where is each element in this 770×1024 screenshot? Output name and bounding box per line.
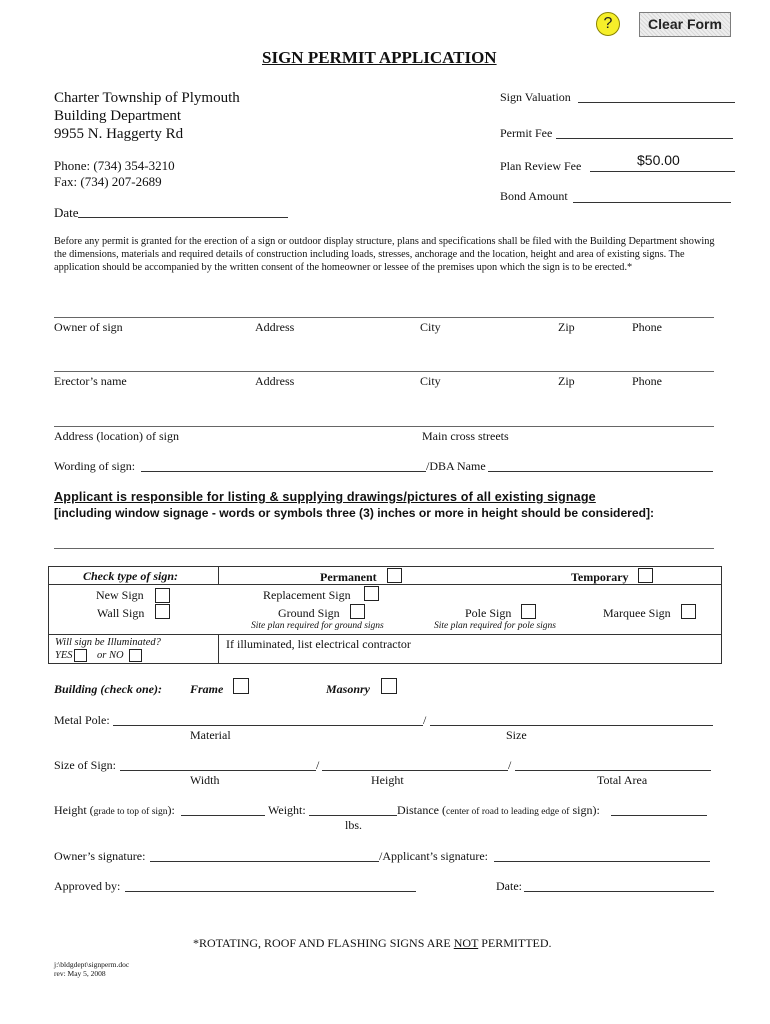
lbs-label: lbs. (345, 818, 363, 832)
wording-label: Wording of sign: (54, 459, 136, 473)
help-button[interactable] (596, 12, 620, 36)
building-label: Building (check one): (54, 682, 162, 696)
metal-pole-slash: / (423, 713, 427, 727)
erector-city-label: City (420, 374, 441, 388)
office-dept: Building Department (54, 108, 182, 124)
instructions-text: Before any permit is granted for the erection of a sign or outdoor display structure, plans and specifications shall be filed with the Building Department showing the dimensions, materials and required details of construction including loads, stresses, anchorage and the location, height and area of existing signs. The application should be accompanied by the written consent of the homeowner or lessee of the premises upon which the sign is to be erected.* (54, 236, 715, 273)
office-fax: Fax: (734) 207-2689 (54, 174, 162, 189)
material-caption: Material (190, 728, 231, 742)
sign-total-area-field[interactable] (515, 770, 711, 771)
approved-by-label: Approved by: (54, 879, 121, 893)
metal-pole-size-field[interactable] (430, 725, 713, 726)
owner-zip-label: Zip (558, 320, 575, 334)
approved-by-field[interactable] (125, 891, 416, 892)
applicant-signature-label: /Applicant’s signature: (379, 849, 488, 863)
erector-entry-line[interactable] (54, 371, 714, 372)
wall-sign-checkbox[interactable] (155, 604, 170, 619)
frame-label: Frame (190, 682, 224, 696)
owner-address-label: Address (255, 320, 295, 334)
erector-label: Erector’s name (54, 374, 127, 388)
distance-field[interactable] (611, 815, 707, 816)
footer-notice: *ROTATING, ROOF AND FLASHING SIGNS ARE NOT PERMITTED. (193, 936, 552, 950)
height-measure-field[interactable] (181, 815, 265, 816)
metal-pole-label: Metal Pole: (54, 713, 110, 727)
temporary-label: Temporary (571, 570, 629, 584)
illuminated-question: Will sign be Illuminated? (55, 637, 161, 648)
temporary-checkbox[interactable] (638, 568, 653, 583)
sign-height-field[interactable] (322, 770, 508, 771)
size-slash-2: / (508, 758, 512, 772)
illum-col-divider (218, 634, 219, 664)
wording-field[interactable] (141, 471, 426, 472)
permanent-checkbox[interactable] (387, 568, 402, 583)
owner-label: Owner of sign (54, 320, 123, 334)
question-mark-icon: ? (603, 15, 613, 32)
footer-file-path: j:\bldgdept\signperm.doc (54, 960, 130, 969)
size-slash-1: / (316, 758, 320, 772)
permit-fee-label: Permit Fee (500, 126, 553, 140)
dba-label: /DBA Name (426, 459, 486, 473)
sign-type-heading: Check type of sign: (83, 569, 178, 583)
distance-label: Distance (center of road to leading edge of sign): (397, 803, 600, 817)
owner-signature-field[interactable] (150, 861, 379, 862)
page-title: SIGN PERMIT APPLICATION (262, 48, 497, 67)
electrical-contractor-label: If illuminated, list electrical contractor (226, 637, 411, 651)
masonry-label: Masonry (326, 682, 371, 696)
existing-signage-line[interactable] (54, 548, 714, 549)
valuation-field[interactable] (578, 102, 735, 103)
office-address: 9955 N. Haggerty Rd (54, 126, 184, 142)
permanent-label: Permanent (320, 570, 377, 584)
office-phone: Phone: (734) 354-3210 (54, 158, 175, 173)
height-caption: Height (371, 773, 404, 787)
sign-type-col-divider (218, 566, 219, 585)
marquee-sign-checkbox[interactable] (681, 604, 696, 619)
illum-divider (48, 634, 722, 635)
permit-fee-field[interactable] (556, 138, 733, 139)
owner-city-label: City (420, 320, 441, 334)
approval-date-field[interactable] (524, 891, 714, 892)
date-field[interactable] (78, 217, 288, 218)
pole-site-plan-note: Site plan required for pole signs (434, 621, 556, 631)
sign-width-field[interactable] (120, 770, 316, 771)
erector-zip-label: Zip (558, 374, 575, 388)
location-entry-line[interactable] (54, 426, 714, 427)
plan-review-label: Plan Review Fee (500, 159, 582, 173)
size-caption: Size (506, 728, 527, 742)
owner-phone-label: Phone (632, 320, 662, 334)
metal-pole-material-field[interactable] (113, 725, 423, 726)
ground-site-plan-note: Site plan required for ground signs (251, 621, 384, 631)
ground-sign-checkbox[interactable] (350, 604, 365, 619)
footer-revision: rev: May 5, 2008 (54, 969, 106, 978)
applicant-signature-field[interactable] (494, 861, 710, 862)
height-measure-label: Height (grade to top of sign): (54, 803, 175, 817)
location-label: Address (location) of sign (54, 429, 179, 443)
masonry-checkbox[interactable] (381, 678, 397, 694)
dba-field[interactable] (488, 471, 713, 472)
office-name: Charter Township of Plymouth (54, 90, 240, 106)
date-label: Date (54, 205, 79, 220)
cross-streets-label: Main cross streets (422, 429, 509, 443)
new-sign-label: New Sign (96, 588, 144, 602)
pole-sign-checkbox[interactable] (521, 604, 536, 619)
wall-sign-label: Wall Sign (97, 606, 145, 620)
frame-checkbox[interactable] (233, 678, 249, 694)
weight-label: Weight: (268, 803, 306, 817)
owner-entry-line[interactable] (54, 317, 714, 318)
erector-phone-label: Phone (632, 374, 662, 388)
replacement-sign-label: Replacement Sign (263, 588, 351, 602)
pole-sign-label: Pole Sign (465, 606, 512, 620)
illuminated-no-checkbox[interactable] (129, 649, 142, 662)
owner-signature-label: Owner’s signature: (54, 849, 146, 863)
new-sign-checkbox[interactable] (155, 588, 170, 603)
marquee-sign-label: Marquee Sign (603, 606, 671, 620)
valuation-label: Sign Valuation (500, 90, 571, 104)
weight-field[interactable] (309, 815, 397, 816)
width-caption: Width (190, 773, 220, 787)
total-area-caption: Total Area (597, 773, 648, 787)
illuminated-no-label: or NO (97, 650, 124, 661)
size-of-sign-label: Size of Sign: (54, 758, 116, 772)
illuminated-yes-label: YES (55, 650, 73, 661)
bond-label: Bond Amount (500, 189, 568, 203)
erector-address-label: Address (255, 374, 295, 388)
clear-form-button[interactable]: Clear Form (639, 12, 731, 37)
plan-review-value: $50.00 (637, 152, 680, 168)
replacement-sign-checkbox[interactable] (364, 586, 379, 601)
illuminated-yes-checkbox[interactable] (74, 649, 87, 662)
notice-line1: Applicant is responsible for listing & supplying drawings/pictures of all existing signage (54, 490, 596, 504)
ground-sign-label: Ground Sign (278, 606, 340, 620)
bond-field[interactable] (573, 202, 731, 203)
plan-review-field[interactable] (590, 171, 735, 172)
notice-line2: [including window signage - words or symbols three (3) inches or more in height should be considered]: (54, 506, 655, 520)
approval-date-label: Date: (496, 879, 522, 893)
